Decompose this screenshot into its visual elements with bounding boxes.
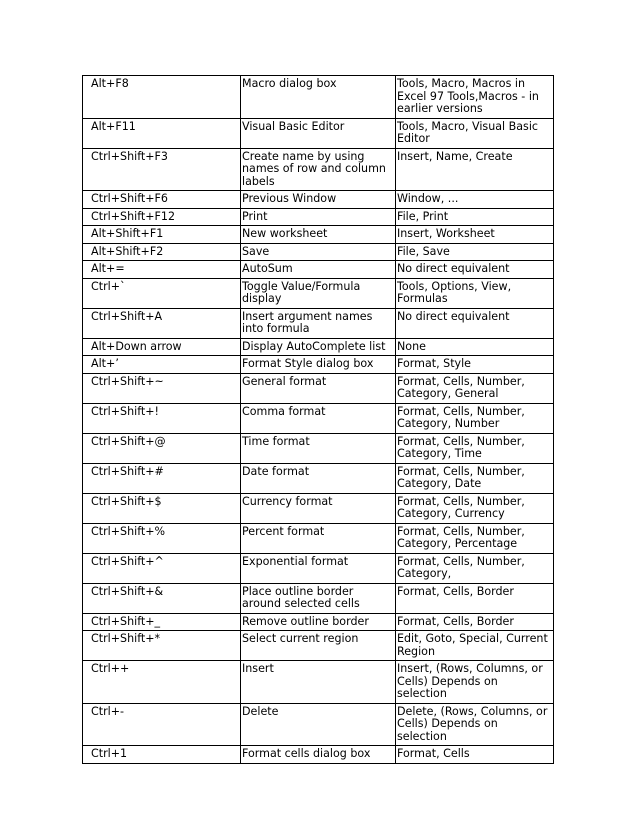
- table-row: [83, 148, 554, 191]
- shortcut-key-cell: Ctrl+Shift+@: [83, 433, 241, 463]
- table-row: [83, 226, 554, 244]
- menu-equivalent-cell: Tools, Macro, Macros in Excel 97 Tools,Macros - in earlier versions: [396, 76, 554, 119]
- action-cell: Currency format: [241, 493, 396, 523]
- shortcut-key-cell: Ctrl+1: [83, 746, 241, 764]
- action-cell: Insert argument names into formula: [241, 308, 396, 338]
- action-cell: Exponential format: [241, 553, 396, 583]
- shortcut-key-cell: Alt+=: [83, 261, 241, 279]
- shortcut-key-cell: Ctrl+Shift+~: [83, 373, 241, 403]
- table-row: [83, 553, 554, 583]
- table-row: [83, 191, 554, 209]
- shortcut-table-body: [83, 76, 554, 764]
- table-row: [83, 278, 554, 308]
- action-cell: Save: [241, 243, 396, 261]
- shortcut-key-cell: Ctrl++: [83, 661, 241, 704]
- table-row: [83, 661, 554, 704]
- action-cell: Create name by using names of row and column labels: [241, 148, 396, 191]
- action-cell: Toggle Value/Formula display: [241, 278, 396, 308]
- action-cell: Comma format: [241, 403, 396, 433]
- shortcut-key-cell: Ctrl+Shift+$: [83, 493, 241, 523]
- table-row: [83, 356, 554, 374]
- table-row: [83, 373, 554, 403]
- menu-equivalent-cell: None: [396, 338, 554, 356]
- table-row: [83, 208, 554, 226]
- menu-equivalent-cell: Format, Cells, Border: [396, 613, 554, 631]
- table-row: [83, 118, 554, 148]
- shortcut-key-cell: Alt+F8: [83, 76, 241, 119]
- table-row: [83, 703, 554, 746]
- shortcut-key-cell: Alt+’: [83, 356, 241, 374]
- table-row: [83, 523, 554, 553]
- menu-equivalent-cell: Format, Cells, Number, Category, Currency: [396, 493, 554, 523]
- shortcut-key-cell: Ctrl+-: [83, 703, 241, 746]
- action-cell: General format: [241, 373, 396, 403]
- action-cell: Select current region: [241, 631, 396, 661]
- table-row: [83, 261, 554, 279]
- action-cell: Time format: [241, 433, 396, 463]
- shortcut-key-cell: Ctrl+Shift+%: [83, 523, 241, 553]
- menu-equivalent-cell: Format, Cells, Number, Category, General: [396, 373, 554, 403]
- menu-equivalent-cell: Format, Cells, Number, Category,: [396, 553, 554, 583]
- menu-equivalent-cell: Format, Style: [396, 356, 554, 374]
- menu-equivalent-cell: Insert, Name, Create: [396, 148, 554, 191]
- action-cell: Format cells dialog box: [241, 746, 396, 764]
- table-row: [83, 631, 554, 661]
- shortcut-key-cell: Ctrl+Shift+_: [83, 613, 241, 631]
- menu-equivalent-cell: Tools, Macro, Visual Basic Editor: [396, 118, 554, 148]
- shortcut-key-cell: Alt+Down arrow: [83, 338, 241, 356]
- menu-equivalent-cell: Format, Cells, Number, Category, Date: [396, 463, 554, 493]
- shortcut-table: [82, 75, 554, 764]
- action-cell: Display AutoComplete list: [241, 338, 396, 356]
- table-row: [83, 403, 554, 433]
- table-row: [83, 338, 554, 356]
- menu-equivalent-cell: File, Save: [396, 243, 554, 261]
- action-cell: Macro dialog box: [241, 76, 396, 119]
- table-row: [83, 433, 554, 463]
- action-cell: AutoSum: [241, 261, 396, 279]
- menu-equivalent-cell: Format, Cells, Number, Category, Number: [396, 403, 554, 433]
- table-row: [83, 243, 554, 261]
- menu-equivalent-cell: Tools, Options, View, Formulas: [396, 278, 554, 308]
- menu-equivalent-cell: No direct equivalent: [396, 261, 554, 279]
- table-row: [83, 493, 554, 523]
- action-cell: Place outline border around selected cells: [241, 583, 396, 613]
- shortcut-key-cell: Ctrl+Shift+F3: [83, 148, 241, 191]
- menu-equivalent-cell: Format, Cells, Number, Category, Percentage: [396, 523, 554, 553]
- action-cell: New worksheet: [241, 226, 396, 244]
- table-row: [83, 583, 554, 613]
- menu-equivalent-cell: Insert, (Rows, Columns, or Cells) Depends on selection: [396, 661, 554, 704]
- action-cell: Print: [241, 208, 396, 226]
- action-cell: Previous Window: [241, 191, 396, 209]
- shortcut-key-cell: Ctrl+Shift+&: [83, 583, 241, 613]
- table-row: [83, 746, 554, 764]
- action-cell: Remove outline border: [241, 613, 396, 631]
- table-row: [83, 308, 554, 338]
- shortcut-key-cell: Ctrl+`: [83, 278, 241, 308]
- table-row: [83, 613, 554, 631]
- table-row: [83, 76, 554, 119]
- shortcut-key-cell: Alt+Shift+F2: [83, 243, 241, 261]
- menu-equivalent-cell: File, Print: [396, 208, 554, 226]
- menu-equivalent-cell: Edit, Goto, Special, Current Region: [396, 631, 554, 661]
- table-row: [83, 463, 554, 493]
- shortcut-key-cell: Ctrl+Shift+*: [83, 631, 241, 661]
- shortcut-key-cell: Alt+Shift+F1: [83, 226, 241, 244]
- shortcut-key-cell: Alt+F11: [83, 118, 241, 148]
- shortcut-key-cell: Ctrl+Shift+!: [83, 403, 241, 433]
- menu-equivalent-cell: Window, ...: [396, 191, 554, 209]
- action-cell: Visual Basic Editor: [241, 118, 396, 148]
- action-cell: Date format: [241, 463, 396, 493]
- action-cell: Delete: [241, 703, 396, 746]
- menu-equivalent-cell: Format, Cells: [396, 746, 554, 764]
- shortcut-key-cell: Ctrl+Shift+A: [83, 308, 241, 338]
- menu-equivalent-cell: Format, Cells, Border: [396, 583, 554, 613]
- shortcut-key-cell: Ctrl+Shift+F6: [83, 191, 241, 209]
- menu-equivalent-cell: No direct equivalent: [396, 308, 554, 338]
- action-cell: Format Style dialog box: [241, 356, 396, 374]
- menu-equivalent-cell: Insert, Worksheet: [396, 226, 554, 244]
- shortcut-key-cell: Ctrl+Shift+F12: [83, 208, 241, 226]
- action-cell: Percent format: [241, 523, 396, 553]
- menu-equivalent-cell: Delete, (Rows, Columns, or Cells) Depends on selection: [396, 703, 554, 746]
- action-cell: Insert: [241, 661, 396, 704]
- shortcut-key-cell: Ctrl+Shift+#: [83, 463, 241, 493]
- shortcut-key-cell: Ctrl+Shift+^: [83, 553, 241, 583]
- menu-equivalent-cell: Format, Cells, Number, Category, Time: [396, 433, 554, 463]
